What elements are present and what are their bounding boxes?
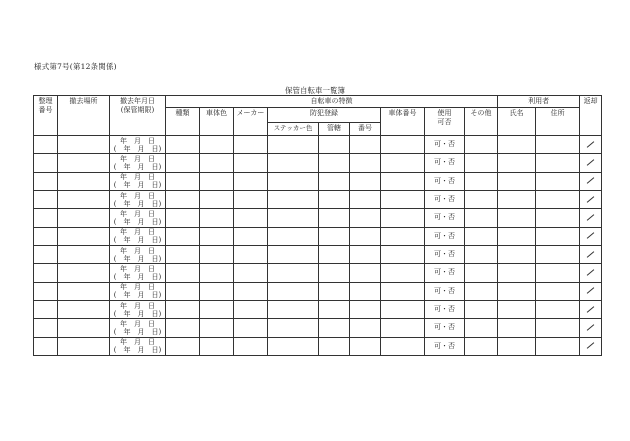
diagonal-slash-mark <box>587 306 595 313</box>
entry-cell[interactable] <box>465 172 498 190</box>
entry-cell[interactable] <box>34 319 58 337</box>
kahi-text: 可・否 <box>434 250 455 259</box>
header-shiyou-kahi: 使用 可否 <box>425 108 465 136</box>
entry-cell[interactable] <box>350 337 381 355</box>
date-line: 年 月 日 <box>120 191 155 200</box>
entry-cell[interactable] <box>58 154 110 172</box>
henkyaku-cell[interactable] <box>580 190 602 208</box>
date-line: 年 月 日 <box>120 301 155 310</box>
entry-cell[interactable] <box>58 282 110 300</box>
header-shurui: 種類 <box>166 108 200 136</box>
entry-cell[interactable] <box>319 227 350 245</box>
kigen-line: ( 年 月 日) <box>113 181 162 190</box>
entry-cell[interactable] <box>58 136 110 154</box>
tekkyo-date-cell[interactable] <box>110 264 166 282</box>
kahi-text: 可・否 <box>434 323 455 332</box>
entry-cell[interactable] <box>381 154 425 172</box>
kigen-line: ( 年 月 日) <box>113 346 162 355</box>
entry-cell[interactable] <box>536 209 580 227</box>
entry-cell[interactable] <box>34 282 58 300</box>
entry-cell[interactable] <box>465 227 498 245</box>
entry-cell[interactable] <box>200 209 234 227</box>
entry-cell[interactable] <box>319 319 350 337</box>
entry-cell[interactable] <box>200 227 234 245</box>
kigen-line: ( 年 月 日) <box>113 327 162 336</box>
header-maker: メーカー <box>234 108 268 136</box>
entry-cell[interactable] <box>319 264 350 282</box>
table-row <box>34 300 602 318</box>
entry-cell[interactable] <box>381 264 425 282</box>
entry-cell[interactable] <box>350 245 381 263</box>
henkyaku-cell[interactable] <box>580 300 602 318</box>
shiyou-kahi-cell[interactable] <box>425 282 465 300</box>
entry-cell[interactable] <box>166 227 200 245</box>
header-tekkyo-date: 撤去年月日 (保管期限) <box>110 96 166 136</box>
entry-cell[interactable] <box>200 264 234 282</box>
entry-cell[interactable] <box>350 300 381 318</box>
entry-cell[interactable] <box>498 300 536 318</box>
entry-cell[interactable] <box>498 172 536 190</box>
entry-cell[interactable] <box>498 245 536 263</box>
kigen-line: ( 年 月 日) <box>113 199 162 208</box>
shiyou-kahi-cell[interactable] <box>425 300 465 318</box>
entry-cell[interactable] <box>268 245 319 263</box>
header-tekkyo-basho: 撤去場所 <box>58 96 110 136</box>
diagonal-slash-mark <box>587 269 595 276</box>
entry-cell[interactable] <box>268 319 319 337</box>
entry-cell[interactable] <box>319 154 350 172</box>
entry-cell[interactable] <box>268 227 319 245</box>
entry-cell[interactable] <box>234 190 268 208</box>
shiyou-kahi-cell[interactable] <box>425 136 465 154</box>
entry-cell[interactable] <box>498 264 536 282</box>
entry-cell[interactable] <box>34 154 58 172</box>
entry-cell[interactable] <box>234 136 268 154</box>
header-seiri-bangou: 整理 番号 <box>34 96 58 136</box>
entry-cell[interactable] <box>536 136 580 154</box>
kahi-text: 可・否 <box>434 213 455 222</box>
entry-cell[interactable] <box>350 227 381 245</box>
kigen-line: ( 年 月 日) <box>113 144 162 153</box>
entry-cell[interactable] <box>200 154 234 172</box>
entry-cell[interactable] <box>536 300 580 318</box>
entry-cell[interactable] <box>34 136 58 154</box>
entry-cell[interactable] <box>268 209 319 227</box>
henkyaku-cell[interactable] <box>580 337 602 355</box>
diagonal-slash-mark <box>587 288 595 295</box>
table-row <box>34 190 602 208</box>
bicycle-ledger-table <box>33 95 602 356</box>
entry-cell[interactable] <box>34 300 58 318</box>
entry-cell[interactable] <box>536 264 580 282</box>
header-riyousha: 利用者 <box>498 96 580 108</box>
entry-cell[interactable] <box>465 319 498 337</box>
date-line: 年 月 日 <box>120 209 155 218</box>
entry-cell[interactable] <box>536 227 580 245</box>
kigen-line: ( 年 月 日) <box>113 272 162 281</box>
entry-cell[interactable] <box>465 209 498 227</box>
diagonal-slash-mark <box>587 214 595 221</box>
entry-cell[interactable] <box>200 300 234 318</box>
entry-cell[interactable] <box>350 172 381 190</box>
entry-cell[interactable] <box>200 136 234 154</box>
entry-cell[interactable] <box>381 136 425 154</box>
entry-cell[interactable] <box>166 136 200 154</box>
kahi-text: 可・否 <box>434 286 455 295</box>
henkyaku-cell[interactable] <box>580 282 602 300</box>
entry-cell[interactable] <box>465 300 498 318</box>
entry-cell[interactable] <box>381 227 425 245</box>
diagonal-slash-mark <box>587 233 595 240</box>
entry-cell[interactable] <box>536 245 580 263</box>
date-line: 年 月 日 <box>120 154 155 163</box>
entry-cell[interactable] <box>200 190 234 208</box>
entry-cell[interactable] <box>319 245 350 263</box>
entry-cell[interactable] <box>58 319 110 337</box>
entry-cell[interactable] <box>58 300 110 318</box>
entry-cell[interactable] <box>319 190 350 208</box>
diagonal-slash-mark <box>587 178 595 185</box>
tekkyo-date-cell[interactable] <box>110 154 166 172</box>
kahi-text: 可・否 <box>434 305 455 314</box>
diagonal-slash-mark <box>587 196 595 203</box>
entry-cell[interactable] <box>465 154 498 172</box>
entry-cell[interactable] <box>536 154 580 172</box>
entry-cell[interactable] <box>58 190 110 208</box>
entry-cell[interactable] <box>58 172 110 190</box>
kahi-text: 可・否 <box>434 231 455 240</box>
entry-cell[interactable] <box>58 245 110 263</box>
entry-cell[interactable] <box>498 319 536 337</box>
entry-cell[interactable] <box>498 337 536 355</box>
entry-cell[interactable] <box>465 136 498 154</box>
entry-cell[interactable] <box>200 245 234 263</box>
entry-cell[interactable] <box>465 337 498 355</box>
kahi-text: 可・否 <box>434 176 455 185</box>
entry-cell[interactable] <box>234 154 268 172</box>
henkyaku-cell[interactable] <box>580 154 602 172</box>
entry-cell[interactable] <box>498 282 536 300</box>
entry-cell[interactable] <box>350 264 381 282</box>
entry-cell[interactable] <box>465 282 498 300</box>
entry-cell[interactable] <box>34 337 58 355</box>
kahi-text: 可・否 <box>434 341 455 350</box>
entry-cell[interactable] <box>268 136 319 154</box>
entry-cell[interactable] <box>234 282 268 300</box>
table-row <box>34 209 602 227</box>
henkyaku-cell[interactable] <box>580 227 602 245</box>
entry-cell[interactable] <box>200 282 234 300</box>
diagonal-slash-mark <box>587 343 595 350</box>
tekkyo-date-cell[interactable] <box>110 282 166 300</box>
diagonal-slash-mark <box>587 251 595 258</box>
entry-cell[interactable] <box>536 190 580 208</box>
henkyaku-cell[interactable] <box>580 245 602 263</box>
entry-cell[interactable] <box>166 190 200 208</box>
entry-cell[interactable] <box>350 136 381 154</box>
date-line: 年 月 日 <box>120 228 155 237</box>
shiyou-kahi-cell[interactable] <box>425 209 465 227</box>
entry-cell[interactable] <box>319 209 350 227</box>
entry-cell[interactable] <box>234 337 268 355</box>
date-line: 年 月 日 <box>120 246 155 255</box>
table-row <box>34 227 602 245</box>
entry-cell[interactable] <box>381 209 425 227</box>
entry-cell[interactable] <box>58 227 110 245</box>
kigen-line: ( 年 月 日) <box>113 236 162 245</box>
header-bangou: 番号 <box>350 123 381 136</box>
entry-cell[interactable] <box>268 337 319 355</box>
entry-cell[interactable] <box>34 227 58 245</box>
kahi-text: 可・否 <box>434 195 455 204</box>
henkyaku-cell[interactable] <box>580 172 602 190</box>
entry-cell[interactable] <box>268 282 319 300</box>
entry-cell[interactable] <box>381 282 425 300</box>
entry-cell[interactable] <box>268 172 319 190</box>
tekkyo-date-cell[interactable] <box>110 337 166 355</box>
entry-cell[interactable] <box>319 282 350 300</box>
kigen-line: ( 年 月 日) <box>113 217 162 226</box>
entry-cell[interactable] <box>234 227 268 245</box>
table-row <box>34 282 602 300</box>
entry-cell[interactable] <box>200 172 234 190</box>
shiyou-kahi-cell[interactable] <box>425 190 465 208</box>
henkyaku-cell[interactable] <box>580 209 602 227</box>
date-line: 年 月 日 <box>120 136 155 145</box>
entry-cell[interactable] <box>319 172 350 190</box>
entry-cell[interactable] <box>381 319 425 337</box>
entry-cell[interactable] <box>350 282 381 300</box>
entry-cell[interactable] <box>465 190 498 208</box>
entry-cell[interactable] <box>268 190 319 208</box>
entry-cell[interactable] <box>465 264 498 282</box>
entry-cell[interactable] <box>34 172 58 190</box>
entry-cell[interactable] <box>166 300 200 318</box>
header-sonota: その他 <box>465 108 498 136</box>
entry-cell[interactable] <box>34 264 58 282</box>
entry-cell[interactable] <box>498 136 536 154</box>
entry-cell[interactable] <box>234 319 268 337</box>
kahi-text: 可・否 <box>434 158 455 167</box>
entry-cell[interactable] <box>536 282 580 300</box>
kigen-line: ( 年 月 日) <box>113 254 162 263</box>
entry-cell[interactable] <box>200 319 234 337</box>
tekkyo-date-cell[interactable] <box>110 245 166 263</box>
entry-cell[interactable] <box>319 136 350 154</box>
diagonal-slash-mark <box>587 159 595 166</box>
entry-cell[interactable] <box>498 190 536 208</box>
header-bouhan-touroku: 防犯登録 <box>268 108 381 123</box>
entry-cell[interactable] <box>350 209 381 227</box>
tekkyo-date-cell[interactable] <box>110 209 166 227</box>
diagonal-slash-mark <box>587 141 595 148</box>
shiyou-kahi-cell[interactable] <box>425 264 465 282</box>
entry-cell[interactable] <box>200 337 234 355</box>
kigen-line: ( 年 月 日) <box>113 309 162 318</box>
document-title: 保管自転車一覧簿 <box>285 86 345 95</box>
entry-cell[interactable] <box>319 337 350 355</box>
entry-cell[interactable] <box>536 337 580 355</box>
entry-cell[interactable] <box>268 264 319 282</box>
tekkyo-date-cell[interactable] <box>110 172 166 190</box>
date-line: 年 月 日 <box>120 338 155 347</box>
entry-cell[interactable] <box>34 209 58 227</box>
table-row <box>34 172 602 190</box>
entry-cell[interactable] <box>498 154 536 172</box>
entry-cell[interactable] <box>234 209 268 227</box>
date-line: 年 月 日 <box>120 319 155 328</box>
entry-cell[interactable] <box>58 264 110 282</box>
header-henkyaku: 返却 <box>580 96 602 136</box>
entry-cell[interactable] <box>268 300 319 318</box>
entry-cell[interactable] <box>381 172 425 190</box>
entry-cell[interactable] <box>465 245 498 263</box>
table-row <box>34 136 602 154</box>
date-line: 年 月 日 <box>120 264 155 273</box>
header-jusho: 住所 <box>536 108 580 136</box>
ledger-body <box>34 136 602 356</box>
shiyou-kahi-cell[interactable] <box>425 172 465 190</box>
henkyaku-cell[interactable] <box>580 319 602 337</box>
entry-cell[interactable] <box>166 337 200 355</box>
table-row <box>34 245 602 263</box>
entry-cell[interactable] <box>166 172 200 190</box>
entry-cell[interactable] <box>234 300 268 318</box>
entry-cell[interactable] <box>350 190 381 208</box>
entry-cell[interactable] <box>536 319 580 337</box>
form-number: 様式第7号(第12条関係) <box>34 62 117 71</box>
header-sticker-color: ステッカー色 <box>268 123 319 136</box>
entry-cell[interactable] <box>166 245 200 263</box>
kahi-text: 可・否 <box>434 140 455 149</box>
table-row <box>34 337 602 355</box>
header-shimei: 氏名 <box>498 108 536 136</box>
entry-cell[interactable] <box>498 209 536 227</box>
entry-cell[interactable] <box>166 209 200 227</box>
entry-cell[interactable] <box>234 264 268 282</box>
entry-cell[interactable] <box>166 319 200 337</box>
date-line: 年 月 日 <box>120 283 155 292</box>
entry-cell[interactable] <box>381 190 425 208</box>
tekkyo-date-cell[interactable] <box>110 227 166 245</box>
header-shataishoku: 車体色 <box>200 108 234 136</box>
shiyou-kahi-cell[interactable] <box>425 245 465 263</box>
shiyou-kahi-cell[interactable] <box>425 154 465 172</box>
entry-cell[interactable] <box>536 172 580 190</box>
henkyaku-cell[interactable] <box>580 264 602 282</box>
table-row <box>34 154 602 172</box>
entry-cell[interactable] <box>166 282 200 300</box>
entry-cell[interactable] <box>381 337 425 355</box>
header-kankatsu: 管轄 <box>319 123 350 136</box>
entry-cell[interactable] <box>381 245 425 263</box>
entry-cell[interactable] <box>234 245 268 263</box>
kigen-line: ( 年 月 日) <box>113 291 162 300</box>
date-line: 年 月 日 <box>120 173 155 182</box>
header-jitensha-tokuchou: 自転車の特徴 <box>166 96 498 108</box>
entry-cell[interactable] <box>166 264 200 282</box>
entry-cell[interactable] <box>58 209 110 227</box>
shiyou-kahi-cell[interactable] <box>425 319 465 337</box>
kahi-text: 可・否 <box>434 268 455 277</box>
table-row <box>34 264 602 282</box>
tekkyo-date-cell[interactable] <box>110 136 166 154</box>
entry-cell[interactable] <box>498 227 536 245</box>
tekkyo-date-cell[interactable] <box>110 319 166 337</box>
entry-cell[interactable] <box>268 154 319 172</box>
entry-cell[interactable] <box>166 154 200 172</box>
entry-cell[interactable] <box>381 300 425 318</box>
entry-cell[interactable] <box>34 245 58 263</box>
entry-cell[interactable] <box>34 190 58 208</box>
tekkyo-date-cell[interactable] <box>110 190 166 208</box>
henkyaku-cell[interactable] <box>580 136 602 154</box>
entry-cell[interactable] <box>350 154 381 172</box>
entry-cell[interactable] <box>58 337 110 355</box>
header-shatai-bangou: 車体番号 <box>381 108 425 136</box>
entry-cell[interactable] <box>350 319 381 337</box>
shiyou-kahi-cell[interactable] <box>425 227 465 245</box>
entry-cell[interactable] <box>234 172 268 190</box>
kigen-line: ( 年 月 日) <box>113 162 162 171</box>
diagonal-slash-mark <box>587 324 595 331</box>
tekkyo-date-cell[interactable] <box>110 300 166 318</box>
table-row <box>34 319 602 337</box>
entry-cell[interactable] <box>319 300 350 318</box>
shiyou-kahi-cell[interactable] <box>425 337 465 355</box>
